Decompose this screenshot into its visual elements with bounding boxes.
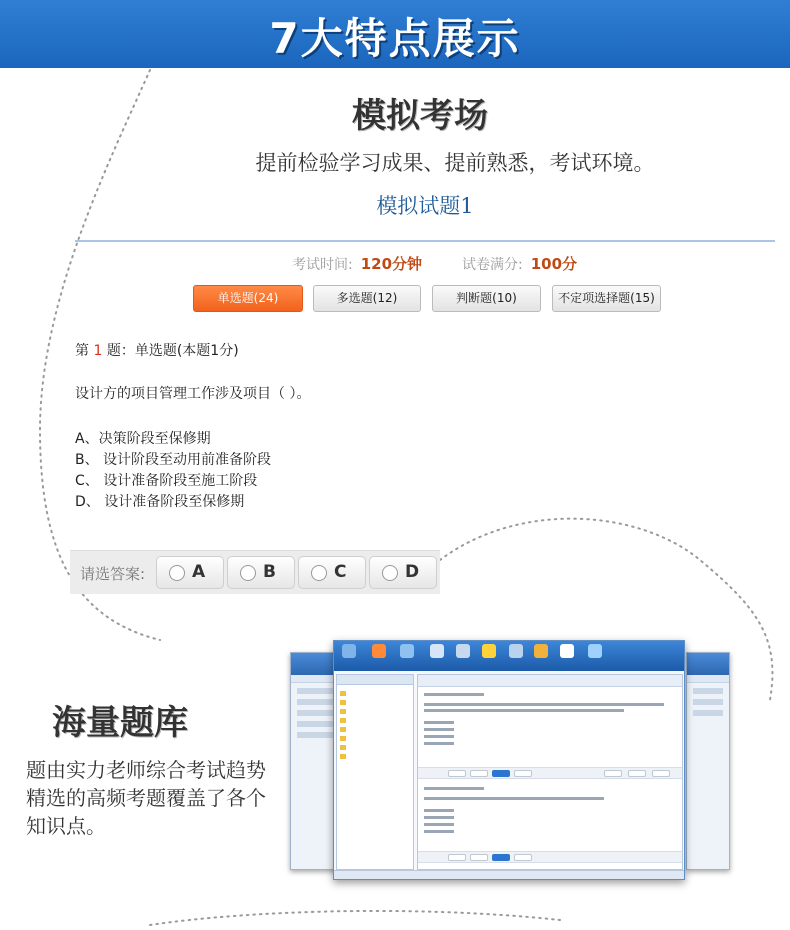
option-b: B、 设计阶段至动用前准备阶段 xyxy=(75,452,272,468)
option-c: C、 设计准备阶段至施工阶段 xyxy=(75,473,258,489)
exam-title: 模拟试题1 xyxy=(376,194,474,218)
section-description: 题由实力老师综合考试趋势精选的高频考题覆盖了各个知识点。 xyxy=(26,758,266,838)
tab-multiple-choice[interactable]: 多选题(12) xyxy=(313,285,421,312)
option-d: D、 设计准备阶段至保修期 xyxy=(75,494,245,510)
software-question-panel xyxy=(417,674,683,870)
section-subtitle: 提前检验学习成果、提前熟悉，考试环境。 xyxy=(255,151,655,175)
tab-indefinite-choice[interactable]: 不定项选择题(15) xyxy=(552,285,661,312)
software-screenshot-back-right xyxy=(686,652,730,870)
divider xyxy=(75,240,775,242)
exam-score-label: 试卷满分: xyxy=(462,257,523,273)
question-number: 1 xyxy=(93,343,103,359)
radio-icon xyxy=(169,565,185,581)
software-status-bar xyxy=(334,870,685,880)
question-type: 题：单选题(本题1分) xyxy=(106,343,239,359)
radio-icon xyxy=(311,565,327,581)
section-title-mock-exam: 模拟考场 xyxy=(352,96,488,136)
answer-letter: A xyxy=(192,562,206,582)
answer-label: 请选答案: xyxy=(80,565,146,583)
exam-score-value: 100分 xyxy=(530,255,578,273)
option-a: A、决策阶段至保修期 xyxy=(75,431,211,447)
radio-icon xyxy=(240,565,256,581)
answer-letter: D xyxy=(405,562,420,582)
answer-letter: C xyxy=(334,562,347,582)
exam-score xyxy=(462,253,577,274)
exam-time xyxy=(292,253,422,274)
software-screenshot xyxy=(333,640,685,880)
exam-time-label: 考试时间: xyxy=(292,257,353,273)
answer-button-c[interactable] xyxy=(298,556,366,589)
header-banner xyxy=(0,0,790,68)
tab-true-false[interactable]: 判断题(10) xyxy=(432,285,541,312)
answer-button-b[interactable] xyxy=(227,556,295,589)
answer-bar xyxy=(70,550,440,594)
software-tree-panel xyxy=(336,674,414,870)
banner-title: 7大特点展示 xyxy=(269,14,521,63)
question-text: 设计方的项目管理工作涉及项目（ ）。 xyxy=(75,386,311,402)
question-header xyxy=(75,340,239,360)
section-title-question-bank: 海量题库 xyxy=(52,703,188,743)
answer-button-a[interactable] xyxy=(156,556,224,589)
answer-button-d[interactable] xyxy=(369,556,437,589)
exam-time-value: 120分钟 xyxy=(360,255,423,273)
radio-icon xyxy=(382,565,398,581)
question-prefix: 第 xyxy=(75,343,89,359)
answer-letter: B xyxy=(263,562,276,582)
software-toolbar xyxy=(334,641,685,671)
tab-single-choice[interactable]: 单选题(24) xyxy=(193,285,303,312)
